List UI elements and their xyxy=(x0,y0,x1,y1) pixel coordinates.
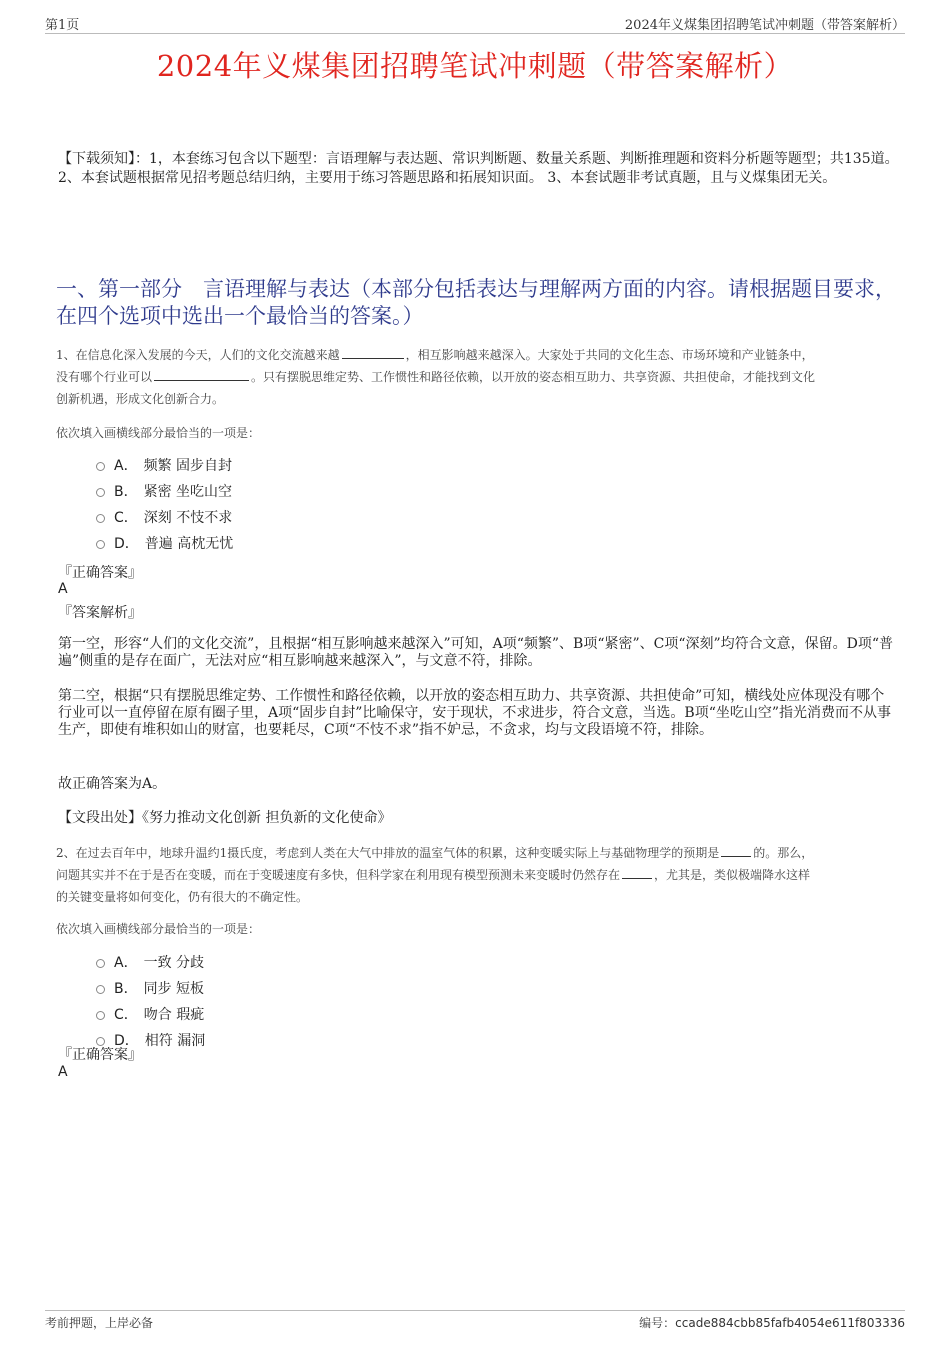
q1-analysis-label: 『答案解析』 xyxy=(58,605,142,621)
radio-icon[interactable] xyxy=(96,462,105,471)
q2-answer: A xyxy=(58,1064,68,1080)
q1-analysis-1: 第一空，形容“人们的文化交流”，且根据“相互影响越来越深入”可知，A项“频繁”、B项“紧密”、C项“深刻”均符合文意，保留。D项“普遍”侧重的是存在面广，无法对应“相互影响越来越深入”，与文意不符，排除。 xyxy=(58,636,894,669)
q1-answer: A xyxy=(58,581,68,597)
footer-document-id: 编号：ccade884cbb85fafb4054e611f803336 xyxy=(639,1316,905,1330)
page-title: 2024年义煤集团招聘笔试冲刺题（带答案解析） xyxy=(156,49,794,83)
question-1-instruction: 依次填入画横线部分最恰当的一项是： xyxy=(56,426,261,440)
header-doc-title: 2024年义煤集团招聘笔试冲刺题（带答案解析） xyxy=(624,18,905,33)
q1-analysis-2: 第二空，根据“只有摆脱思维定势、工作惯性和路径依赖，以开放的姿态相互助力、共享资源、共担使命”可知，横线处应体现没有哪个行业可以一直停留在原有圈子里，A项“固步自封”比喻保守，安于现状，不求进步，符合文意，当选。B项“坐吃山空”指光消费而不从事生产，即使有堆积如山的财富，也要耗尽，C项“不忮不求”指不妒忌，不贪求，均与文段语境不符，排除。 xyxy=(58,688,892,738)
q1-source: 【文段出处】《努力推动文化创新 担负新的文化使命》 xyxy=(58,810,392,826)
question-2-line-3: 的关键变量将如何变化，仍有很大的不确定性。 xyxy=(56,890,309,904)
radio-icon[interactable] xyxy=(96,959,105,968)
radio-icon[interactable] xyxy=(96,488,105,497)
q2-option-a[interactable]: A． 一致 分歧 xyxy=(96,952,204,972)
q1-option-d[interactable]: D． 普遍 高枕无忧 xyxy=(96,533,233,553)
section-heading: 一、第一部分 言语理解与表达（本部分包括表达与理解两方面的内容。请根据题目要求，在四个选项中选出一个最恰当的答案。） xyxy=(56,277,896,328)
blank-2 xyxy=(154,369,249,381)
radio-icon[interactable] xyxy=(96,514,105,523)
radio-icon[interactable] xyxy=(96,540,105,549)
q1-option-c[interactable]: C． 深刻 不忮不求 xyxy=(96,507,232,527)
q1-answer-label: 『正确答案』 xyxy=(58,565,142,581)
footer-slogan: 考前押题，上岸必备 xyxy=(45,1316,154,1330)
q2-option-d[interactable]: D． 相符 漏洞 xyxy=(96,1030,205,1050)
q1-option-b[interactable]: B． 紧密 坐吃山空 xyxy=(96,481,232,501)
header-divider xyxy=(45,33,905,34)
blank-1 xyxy=(342,347,404,359)
question-2-instruction: 依次填入画横线部分最恰当的一项是： xyxy=(56,922,261,936)
download-notice: 【下载须知】：1，本套练习包含以下题型：言语理解与表达题、常识判断题、数量关系题、判断推理题和资料分析题等题型；共135道。 2、本套试题根据常见招考题总结归纳，主要用于练习答题思路和拓展知识面。 3、本套试题非考试真题，且与义煤集团无关。 xyxy=(58,151,899,186)
q2-answer-label: 『正确答案』 xyxy=(58,1047,142,1063)
q2-option-b[interactable]: B． 同步 短板 xyxy=(96,978,204,998)
question-2-line-2: 问题其实并不在于是否在变暖，而在于变暖速度有多快，但科学家在利用现有模型预测未来变暖时仍然存在 ，尤其是，类似极端降水这样 xyxy=(56,868,811,882)
question-2-text xyxy=(56,842,906,908)
blank-4 xyxy=(622,867,652,879)
page-number: 第1页 xyxy=(45,18,80,33)
question-1-line-1: 1、在信息化深入发展的今天，人们的文化交流越来越 ，相互影响越来越深入。大家处于共同的文化生态、市场环境和产业链条中， xyxy=(56,348,814,362)
footer-divider xyxy=(45,1310,905,1311)
q1-option-a[interactable]: A． 频繁 固步自封 xyxy=(96,455,232,475)
question-1-line-3: 创新机遇，形成文化创新合力。 xyxy=(56,392,225,406)
question-2-line-1: 2、在过去百年中，地球升温约1摄氏度，考虑到人类在大气中排放的温室气体的积累，这种变暖实际上与基础物理学的预期是 的。那么， xyxy=(56,846,814,860)
question-1-text xyxy=(56,344,906,410)
question-1-line-2: 没有哪个行业可以 。只有摆脱思维定势、工作惯性和路径依赖，以开放的姿态相互助力、共享资源、共担使命，才能找到文化 xyxy=(56,370,816,384)
q2-option-c[interactable]: C． 吻合 瑕疵 xyxy=(96,1004,204,1024)
blank-3 xyxy=(721,845,751,857)
radio-icon[interactable] xyxy=(96,985,105,994)
radio-icon[interactable] xyxy=(96,1011,105,1020)
q1-conclusion: 故正确答案为A。 xyxy=(58,776,167,792)
